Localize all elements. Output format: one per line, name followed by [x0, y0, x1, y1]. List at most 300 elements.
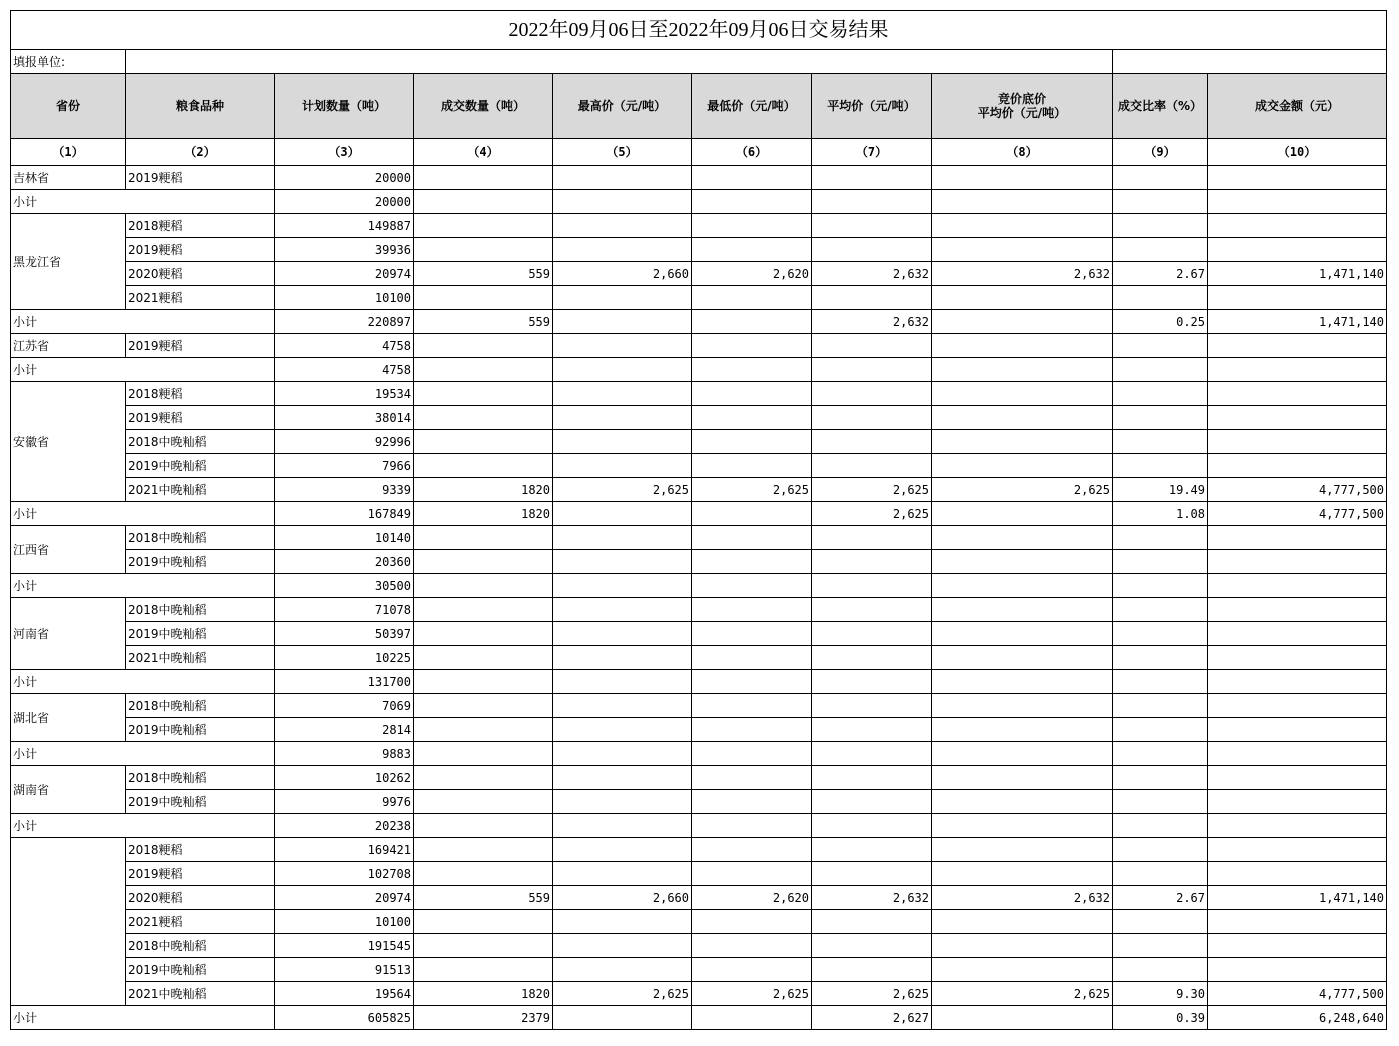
value-cell	[932, 454, 1113, 478]
value-cell	[932, 166, 1113, 190]
value-cell	[1208, 550, 1387, 574]
value-cell: 2,632	[932, 886, 1113, 910]
subtotal-value-cell: 220897	[275, 310, 414, 334]
subtotal-row	[11, 502, 1387, 526]
table-row	[11, 934, 1387, 958]
value-cell	[812, 598, 932, 622]
value-cell: 2,625	[692, 478, 812, 502]
value-cell	[932, 550, 1113, 574]
value-cell: 2,625	[692, 982, 812, 1006]
value-cell	[553, 214, 692, 238]
value-cell	[1208, 454, 1387, 478]
value-cell	[812, 166, 932, 190]
value-cell: 2,625	[932, 982, 1113, 1006]
subtotal-value-cell	[692, 502, 812, 526]
value-cell	[932, 646, 1113, 670]
subtotal-label: 小计	[11, 670, 275, 694]
subtotal-value-cell: 1820	[414, 502, 553, 526]
value-cell	[1113, 622, 1208, 646]
subtotal-value-cell	[553, 358, 692, 382]
subtotal-value-cell: 1.08	[1113, 502, 1208, 526]
province-cell: 吉林省	[11, 166, 126, 190]
subtotal-row	[11, 814, 1387, 838]
value-cell: 20000	[275, 166, 414, 190]
grain-variety-cell: 2019粳稻	[126, 862, 275, 886]
subtotal-value-cell: 131700	[275, 670, 414, 694]
value-cell	[692, 718, 812, 742]
value-cell: 149887	[275, 214, 414, 238]
subtotal-value-cell	[1113, 742, 1208, 766]
grain-variety-cell: 2021粳稻	[126, 286, 275, 310]
table-row	[11, 430, 1387, 454]
value-cell	[692, 694, 812, 718]
value-cell	[692, 526, 812, 550]
subtotal-value-cell	[932, 358, 1113, 382]
value-cell: 92996	[275, 430, 414, 454]
subtotal-value-cell	[692, 310, 812, 334]
subtotal-label: 小计	[11, 502, 275, 526]
value-cell: 1820	[414, 478, 553, 502]
grain-variety-cell: 2019粳稻	[126, 334, 275, 358]
value-cell: 559	[414, 886, 553, 910]
value-cell	[812, 430, 932, 454]
subtotal-value-cell	[812, 358, 932, 382]
column-header: 平均价（元/吨）	[812, 74, 932, 139]
grain-variety-cell: 2021粳稻	[126, 910, 275, 934]
subtotal-value-cell	[932, 190, 1113, 214]
value-cell: 1820	[414, 982, 553, 1006]
value-cell	[1113, 718, 1208, 742]
value-cell	[1208, 790, 1387, 814]
value-cell: 2,620	[692, 886, 812, 910]
value-cell	[414, 766, 553, 790]
value-cell: 2,632	[812, 886, 932, 910]
province-cell: 安徽省	[11, 382, 126, 502]
value-cell	[1208, 598, 1387, 622]
subtotal-value-cell: 0.25	[1113, 310, 1208, 334]
value-cell	[414, 382, 553, 406]
subtotal-value-cell	[1113, 358, 1208, 382]
value-cell: 7069	[275, 694, 414, 718]
table-row	[11, 838, 1387, 862]
subtotal-value-cell: 2379	[414, 1006, 553, 1030]
subtotal-value-cell	[932, 814, 1113, 838]
value-cell	[1113, 598, 1208, 622]
subtotal-value-cell	[414, 358, 553, 382]
value-cell: 2,625	[932, 478, 1113, 502]
subtotal-row	[11, 670, 1387, 694]
grain-variety-cell: 2018中晚籼稻	[126, 694, 275, 718]
subtotal-value-cell: 6,248,640	[1208, 1006, 1387, 1030]
subtotal-value-cell	[1208, 190, 1387, 214]
value-cell	[553, 550, 692, 574]
subtotal-value-cell: 9883	[275, 742, 414, 766]
value-cell	[414, 934, 553, 958]
value-cell	[932, 910, 1113, 934]
value-cell	[414, 214, 553, 238]
value-cell	[932, 214, 1113, 238]
column-index: （8）	[932, 139, 1113, 166]
subtotal-value-cell	[692, 574, 812, 598]
province-cell: 河南省	[11, 598, 126, 670]
subtotal-value-cell	[414, 670, 553, 694]
value-cell	[1208, 862, 1387, 886]
value-cell: 9.30	[1113, 982, 1208, 1006]
subtotal-value-cell: 1,471,140	[1208, 310, 1387, 334]
column-index: （2）	[126, 139, 275, 166]
value-cell	[1113, 454, 1208, 478]
subtotal-row	[11, 574, 1387, 598]
value-cell	[1113, 910, 1208, 934]
header-row	[11, 74, 1387, 139]
value-cell: 2,660	[553, 886, 692, 910]
province-cell: 江西省	[11, 526, 126, 574]
value-cell: 19534	[275, 382, 414, 406]
value-cell: 2814	[275, 718, 414, 742]
value-cell: 4758	[275, 334, 414, 358]
value-cell	[812, 406, 932, 430]
table-row	[11, 910, 1387, 934]
subtotal-value-cell	[932, 742, 1113, 766]
subtotal-value-cell	[812, 742, 932, 766]
column-index: （10）	[1208, 139, 1387, 166]
value-cell	[932, 622, 1113, 646]
value-cell	[1208, 718, 1387, 742]
value-cell	[692, 550, 812, 574]
value-cell	[553, 718, 692, 742]
value-cell	[1208, 910, 1387, 934]
value-cell	[1208, 382, 1387, 406]
value-cell	[553, 238, 692, 262]
subtotal-value-cell	[692, 358, 812, 382]
value-cell	[1113, 334, 1208, 358]
value-cell: 2,625	[553, 982, 692, 1006]
subtotal-value-cell	[1208, 670, 1387, 694]
value-cell	[1208, 430, 1387, 454]
sheet-title: 2022年09月06日至2022年09月06日交易结果	[11, 11, 1387, 50]
value-cell	[553, 790, 692, 814]
value-cell: 2,632	[812, 262, 932, 286]
value-cell	[553, 526, 692, 550]
value-cell	[414, 910, 553, 934]
grain-variety-cell: 2018粳稻	[126, 382, 275, 406]
subtotal-value-cell	[812, 814, 932, 838]
value-cell	[1113, 934, 1208, 958]
value-cell	[553, 598, 692, 622]
table-row	[11, 382, 1387, 406]
value-cell	[692, 238, 812, 262]
value-cell: 20360	[275, 550, 414, 574]
value-cell	[1208, 622, 1387, 646]
value-cell: 2,632	[932, 262, 1113, 286]
value-cell	[692, 838, 812, 862]
value-cell	[812, 286, 932, 310]
subtotal-value-cell: 4758	[275, 358, 414, 382]
subtotal-row	[11, 358, 1387, 382]
value-cell	[932, 934, 1113, 958]
value-cell	[414, 598, 553, 622]
value-cell	[812, 766, 932, 790]
subtotal-value-cell: 167849	[275, 502, 414, 526]
value-cell: 7966	[275, 454, 414, 478]
subtotal-value-cell	[553, 670, 692, 694]
value-cell	[932, 286, 1113, 310]
value-cell	[414, 406, 553, 430]
grain-variety-cell: 2019中晚籼稻	[126, 550, 275, 574]
value-cell	[1113, 382, 1208, 406]
value-cell: 10262	[275, 766, 414, 790]
subtotal-value-cell	[553, 742, 692, 766]
value-cell	[692, 790, 812, 814]
subtotal-value-cell	[414, 190, 553, 214]
value-cell	[692, 166, 812, 190]
subtotal-value-cell: 2,625	[812, 502, 932, 526]
table-row	[11, 238, 1387, 262]
subtotal-value-cell	[553, 502, 692, 526]
value-cell	[692, 382, 812, 406]
value-cell	[812, 214, 932, 238]
column-header: 粮食品种	[126, 74, 275, 139]
value-cell	[553, 958, 692, 982]
subtotal-value-cell: 0.39	[1113, 1006, 1208, 1030]
value-cell: 102708	[275, 862, 414, 886]
table-row	[11, 478, 1387, 502]
subtotal-value-cell	[932, 574, 1113, 598]
table-row	[11, 286, 1387, 310]
table-row	[11, 454, 1387, 478]
value-cell	[932, 718, 1113, 742]
value-cell	[1208, 526, 1387, 550]
value-cell	[553, 622, 692, 646]
value-cell	[812, 790, 932, 814]
grain-variety-cell: 2019粳稻	[126, 406, 275, 430]
value-cell	[932, 862, 1113, 886]
value-cell	[692, 430, 812, 454]
value-cell	[553, 382, 692, 406]
subtotal-value-cell	[812, 574, 932, 598]
grain-variety-cell: 2021中晚籼稻	[126, 646, 275, 670]
column-index: （3）	[275, 139, 414, 166]
value-cell	[553, 934, 692, 958]
value-cell	[414, 790, 553, 814]
value-cell	[1208, 166, 1387, 190]
value-cell	[1113, 406, 1208, 430]
value-cell	[692, 766, 812, 790]
column-header: 成交金额（元）	[1208, 74, 1387, 139]
subtotal-value-cell	[553, 190, 692, 214]
value-cell	[932, 334, 1113, 358]
value-cell	[1208, 766, 1387, 790]
value-cell	[692, 934, 812, 958]
table-row	[11, 262, 1387, 286]
column-index: （4）	[414, 139, 553, 166]
value-cell	[1208, 646, 1387, 670]
value-cell: 19564	[275, 982, 414, 1006]
value-cell	[812, 526, 932, 550]
value-cell: 9339	[275, 478, 414, 502]
table-row	[11, 958, 1387, 982]
value-cell	[1113, 838, 1208, 862]
grain-variety-cell: 2019中晚籼稻	[126, 790, 275, 814]
grain-variety-cell: 2018中晚籼稻	[126, 766, 275, 790]
subtotal-label: 小计	[11, 190, 275, 214]
value-cell	[812, 454, 932, 478]
value-cell	[553, 430, 692, 454]
subtotal-label: 小计	[11, 742, 275, 766]
subtotal-value-cell	[1113, 814, 1208, 838]
value-cell	[692, 646, 812, 670]
value-cell	[812, 646, 932, 670]
value-cell	[932, 526, 1113, 550]
value-cell	[812, 334, 932, 358]
value-cell	[553, 454, 692, 478]
value-cell: 2,660	[553, 262, 692, 286]
subtotal-value-cell: 605825	[275, 1006, 414, 1030]
value-cell: 71078	[275, 598, 414, 622]
grain-variety-cell: 2020粳稻	[126, 886, 275, 910]
subtotal-label: 小计	[11, 814, 275, 838]
subtotal-value-cell: 20000	[275, 190, 414, 214]
value-cell: 50397	[275, 622, 414, 646]
subtotal-value-cell	[932, 670, 1113, 694]
grain-variety-cell: 2021中晚籼稻	[126, 478, 275, 502]
subtotal-value-cell: 30500	[275, 574, 414, 598]
grain-variety-cell: 2018中晚籼稻	[126, 598, 275, 622]
value-cell	[692, 334, 812, 358]
table-row	[11, 334, 1387, 358]
value-cell	[812, 238, 932, 262]
subtotal-value-cell	[1208, 358, 1387, 382]
table-row	[11, 214, 1387, 238]
grain-variety-cell: 2018中晚籼稻	[126, 526, 275, 550]
table-row	[11, 694, 1387, 718]
value-cell	[812, 958, 932, 982]
province-cell: 江苏省	[11, 334, 126, 358]
value-cell	[553, 766, 692, 790]
subtotal-value-cell: 20238	[275, 814, 414, 838]
unit-label: 填报单位:	[11, 50, 126, 74]
column-header: 最高价（元/吨）	[553, 74, 692, 139]
subtotal-value-cell	[1113, 574, 1208, 598]
value-cell	[932, 598, 1113, 622]
value-cell	[1208, 238, 1387, 262]
subtotal-value-cell	[1113, 190, 1208, 214]
value-cell: 2,625	[812, 982, 932, 1006]
table-row	[11, 982, 1387, 1006]
value-cell	[692, 910, 812, 934]
grain-variety-cell: 2018中晚籼稻	[126, 934, 275, 958]
subtotal-value-cell	[932, 502, 1113, 526]
column-header: 成交数量（吨）	[414, 74, 553, 139]
grain-variety-cell: 2019粳稻	[126, 238, 275, 262]
table-row	[11, 598, 1387, 622]
value-cell	[692, 406, 812, 430]
value-cell: 20974	[275, 886, 414, 910]
table-row	[11, 646, 1387, 670]
value-cell	[932, 958, 1113, 982]
value-cell: 2,625	[553, 478, 692, 502]
value-cell	[812, 910, 932, 934]
subtotal-label: 小计	[11, 358, 275, 382]
value-cell	[1113, 238, 1208, 262]
value-cell	[812, 934, 932, 958]
province-cell	[11, 838, 126, 1006]
grain-variety-cell: 2018粳稻	[126, 214, 275, 238]
value-cell: 39936	[275, 238, 414, 262]
index-row	[11, 139, 1387, 166]
subtotal-value-cell	[812, 670, 932, 694]
value-cell	[932, 406, 1113, 430]
value-cell	[932, 694, 1113, 718]
table-row	[11, 718, 1387, 742]
subtotal-value-cell: 559	[414, 310, 553, 334]
value-cell	[414, 694, 553, 718]
value-cell	[692, 862, 812, 886]
subtotal-row	[11, 742, 1387, 766]
value-cell	[1113, 694, 1208, 718]
value-cell	[692, 286, 812, 310]
value-cell	[1113, 862, 1208, 886]
value-cell	[1113, 958, 1208, 982]
value-cell	[553, 910, 692, 934]
subtotal-value-cell	[1208, 814, 1387, 838]
subtotal-value-cell	[1208, 742, 1387, 766]
table-row	[11, 790, 1387, 814]
value-cell	[1208, 958, 1387, 982]
subtotal-value-cell: 4,777,500	[1208, 502, 1387, 526]
province-cell: 湖南省	[11, 766, 126, 814]
value-cell	[692, 454, 812, 478]
value-cell	[1208, 286, 1387, 310]
value-cell: 4,777,500	[1208, 478, 1387, 502]
unit-value-cell[interactable]	[126, 50, 1113, 74]
value-cell	[553, 334, 692, 358]
column-header: 成交比率（%）	[1113, 74, 1208, 139]
value-cell: 20974	[275, 262, 414, 286]
value-cell	[932, 790, 1113, 814]
table-row	[11, 166, 1387, 190]
grain-variety-cell: 2019粳稻	[126, 166, 275, 190]
subtotal-value-cell	[1208, 574, 1387, 598]
value-cell	[812, 622, 932, 646]
province-cell: 黑龙江省	[11, 214, 126, 310]
subtotal-value-cell	[1113, 670, 1208, 694]
unit-extra-cell[interactable]	[1113, 50, 1387, 74]
value-cell	[1208, 406, 1387, 430]
value-cell	[414, 646, 553, 670]
value-cell	[812, 718, 932, 742]
subtotal-value-cell	[553, 814, 692, 838]
value-cell	[812, 382, 932, 406]
value-cell	[553, 166, 692, 190]
grain-variety-cell: 2019中晚籼稻	[126, 454, 275, 478]
grain-variety-cell: 2019中晚籼稻	[126, 622, 275, 646]
value-cell: 10140	[275, 526, 414, 550]
subtotal-label: 小计	[11, 574, 275, 598]
value-cell	[1113, 550, 1208, 574]
value-cell	[414, 286, 553, 310]
table-row	[11, 886, 1387, 910]
value-cell	[414, 550, 553, 574]
trade-result-table	[10, 10, 1387, 1030]
column-header: 最低价（元/吨）	[692, 74, 812, 139]
value-cell	[553, 286, 692, 310]
subtotal-label: 小计	[11, 310, 275, 334]
subtotal-value-cell	[692, 190, 812, 214]
column-header: 竞价底价 平均价（元/吨）	[932, 74, 1113, 139]
value-cell	[1113, 214, 1208, 238]
subtotal-row	[11, 190, 1387, 214]
